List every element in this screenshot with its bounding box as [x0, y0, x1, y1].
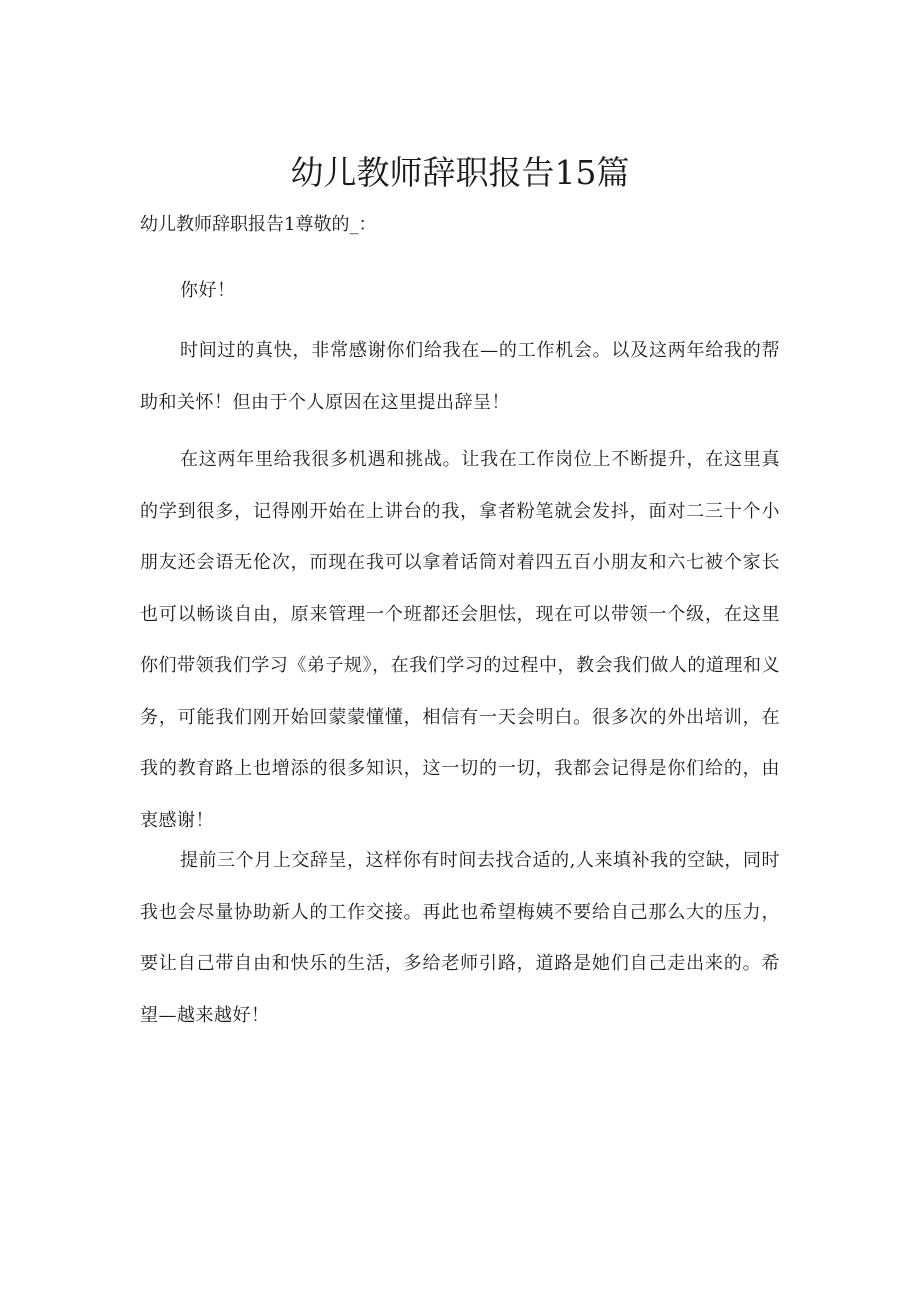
paragraph-thanks: 时间过的真快，非常感谢你们给我在—的工作机会。以及这两年给我的帮助和关怀！但由于个人原因在这里提出辞呈！ — [140, 340, 780, 413]
paragraph-greeting: 你好！ — [180, 280, 236, 301]
document-subtitle: 幼儿教师辞职报告1尊敬的_： — [140, 214, 377, 235]
paragraph-notice: 提前三个月上交辞呈，这样你有时间去找合适的,人来填补我的空缺，同时我也会尽量协助新人的工作交接。再此也希望梅姨不要给自己那么大的压力，要让自己带自由和快乐的生活，多给老师引路，道路是她们自己走出来的。希望—越来越好！ — [140, 850, 780, 1026]
paragraph-experience: 在这两年里给我很多机遇和挑战。让我在工作岗位上不断提升，在这里真的学到很多，记得刚开始在上讲台的我，拿者粉笔就会发抖，面对二三十个小朋友还会语无伦次，而现在我可以拿着话筒对着四五百小朋友和六七被个家长也可以畅谈自由，原来管理一个班都还会胆怯，现在可以带领一个级，在这里你们带领我们学习《弟子规》，在我们学习的过程中，教会我们做人的道理和义务，可能我们刚开始回蒙蒙懂懂，相信有一天会明白。很多次的外出培训，在我的教育路上也增添的很多知识，这一切的一切，我都会记得是你们给的，由衷感谢！ — [140, 449, 780, 831]
document-title: 幼儿教师辞职报告15篇 — [290, 153, 630, 192]
